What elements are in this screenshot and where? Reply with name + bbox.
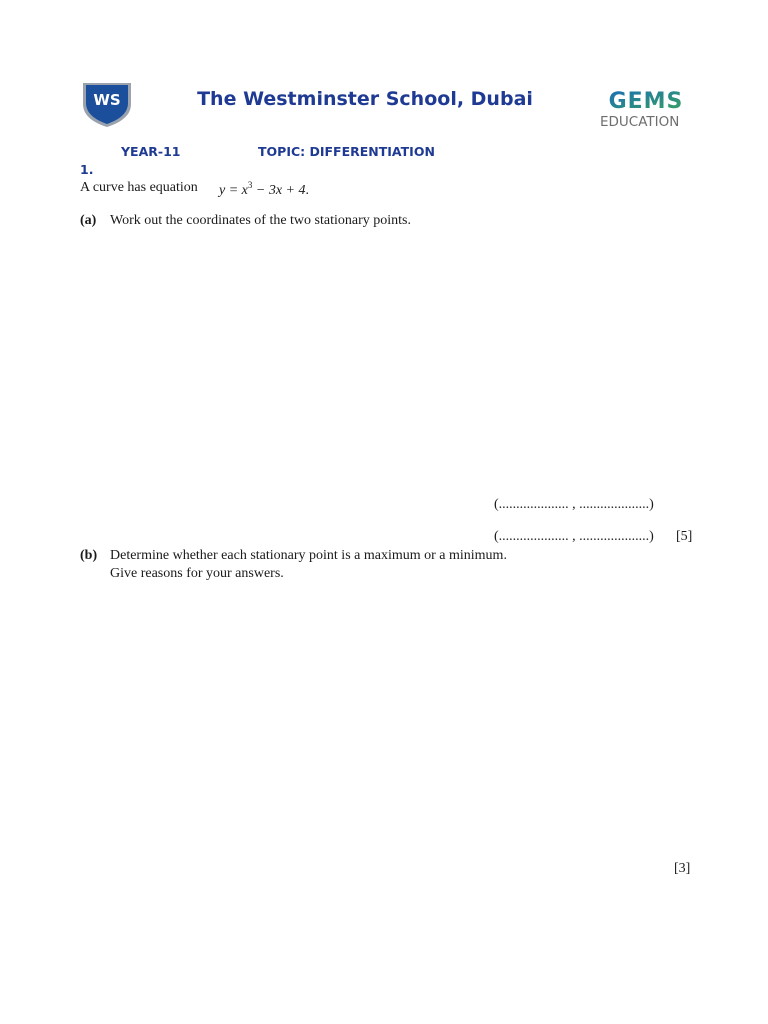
equation-lhs: y = x (219, 183, 248, 198)
part-b-text-line-2: Give reasons for your answers. (110, 566, 284, 581)
part-b-marks: [3] (674, 861, 691, 876)
answer-line-1: (.................... , ....................) (494, 497, 654, 512)
gems-logo-mark (600, 89, 692, 111)
school-title: The Westminster School, Dubai (197, 88, 533, 110)
topic-label: TOPIC: DIFFERENTIATION (258, 144, 435, 159)
gems-logo-subtitle: EDUCATION (600, 114, 680, 130)
part-a-text: Work out the coordinates of the two stationary points. (110, 213, 411, 228)
part-b-text-line-1: Determine whether each stationary point is a maximum or a minimum. (110, 548, 507, 563)
curve-equation (219, 180, 309, 199)
part-a-marks: [5] (676, 529, 693, 544)
part-b-label: (b) (80, 548, 98, 563)
question-stem: A curve has equation (80, 180, 198, 195)
year-label: YEAR-11 (121, 144, 181, 159)
equation-exponent: 3 (247, 180, 253, 190)
ws-logo-text: WS (93, 91, 121, 109)
equation-end: . (305, 183, 309, 198)
ws-shield-logo (80, 80, 134, 128)
gems-logo-word: GEMS (608, 89, 684, 111)
equation-rhs: − 3x + 4 (252, 183, 306, 198)
question-number: 1. (80, 162, 94, 177)
part-a-label: (a) (80, 213, 97, 228)
answer-line-2: (.................... , ....................) (494, 529, 654, 544)
